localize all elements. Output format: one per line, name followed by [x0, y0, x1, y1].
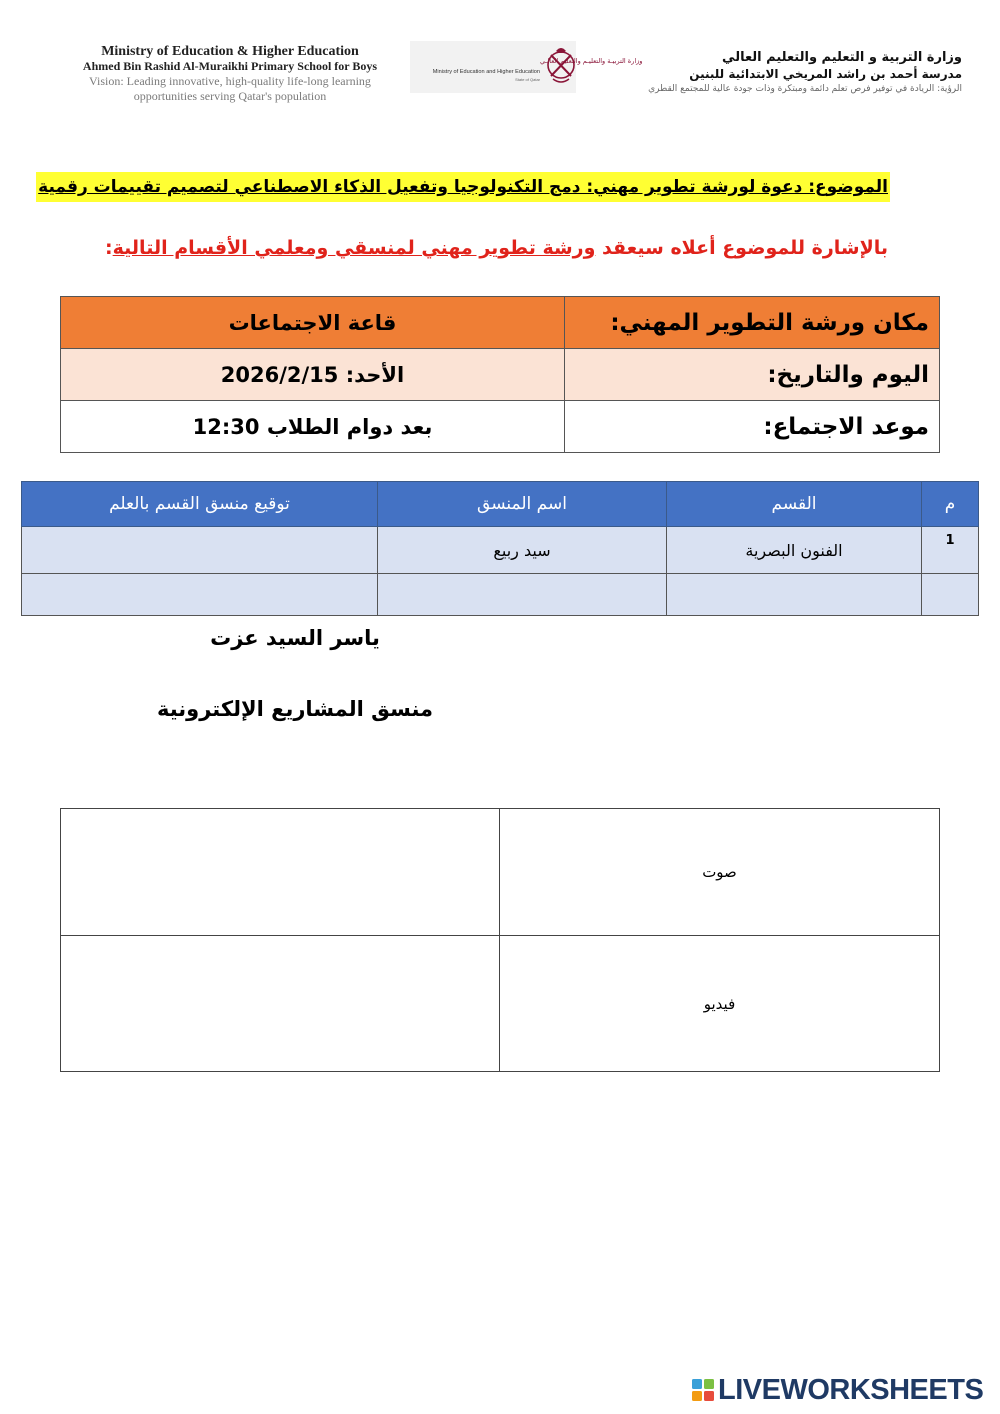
intro-part3: :	[105, 237, 113, 259]
media-table	[60, 808, 940, 1072]
liveworksheets-watermark	[692, 1374, 992, 1406]
logo-text-ar: وزارة التربيـة والتعليـم والتعليم العالـي	[540, 57, 643, 65]
info-value: قاعة الاجتماعات	[61, 297, 565, 349]
media-row-audio	[61, 809, 940, 936]
table-header-row	[22, 482, 979, 527]
info-row-date	[61, 349, 940, 401]
header-english	[40, 44, 420, 104]
vision-ar: الرؤية: الريادة في توفير فرص تعلم دائمة ومبتكرة وذات جودة عالية للمجتمع القطري	[648, 84, 962, 94]
logo-text-state: State of Qatar	[515, 77, 540, 82]
info-value: الأحد: 2026/2/15	[61, 349, 565, 401]
table-row	[22, 574, 979, 616]
liveworksheets-logo-icon	[692, 1379, 714, 1401]
header-arabic	[600, 50, 962, 96]
header-number: م	[922, 482, 979, 527]
info-label: مكان ورشة التطوير المهني:	[565, 297, 940, 349]
department-table	[21, 481, 979, 616]
row-department	[667, 574, 922, 616]
audio-player-area[interactable]	[61, 809, 500, 936]
video-label: فيديو	[500, 936, 940, 1072]
vision-line1-en: Vision: Leading innovative, high-quality life-long learning	[89, 74, 371, 88]
ministry-logo	[410, 41, 643, 93]
header-signature: توقيع منسق القسم بالعلم	[22, 482, 378, 527]
table-row	[22, 527, 979, 574]
signer-name: ياسر السيد عزت	[210, 626, 380, 650]
row-number: 1	[922, 527, 979, 574]
intro-part2: ورشة تطوير مهني لمنسقي ومعلمي الأقسام التالية	[112, 237, 596, 259]
header-department: القسم	[667, 482, 922, 527]
row-number	[922, 574, 979, 616]
signer-title: منسق المشاريع الإلكترونية	[156, 697, 434, 721]
info-row-location	[61, 297, 940, 349]
info-row-time	[61, 401, 940, 453]
intro-part1: بالإشارة للموضوع أعلاه سيعقد	[595, 237, 888, 259]
row-signature-field[interactable]	[22, 527, 378, 574]
school-name-en: Ahmed Bin Rashid Al-Muraikhi Primary School for Boys	[82, 59, 378, 73]
qatar-emblem-icon	[548, 48, 574, 82]
logo-text-en: Ministry of Education and Higher Education	[432, 69, 540, 75]
row-department: الفنون البصرية	[667, 527, 922, 574]
ministry-name-ar: وزارة التربية و التعليم والتعليم العالي	[722, 50, 962, 65]
watermark-text: LIVEWORKSHEETS	[718, 1374, 984, 1406]
info-label: اليوم والتاريخ:	[565, 349, 940, 401]
video-player-area[interactable]	[61, 936, 500, 1072]
vision-line2-en: opportunities serving Qatar's population	[133, 89, 327, 103]
media-row-video	[61, 936, 940, 1072]
workshop-info-table	[60, 296, 940, 453]
audio-label: صوت	[500, 809, 940, 936]
subject-line: الموضوع: دعوة لورشة تطوير مهني: دمج التكنولوجيا وتفعيل الذكاء الاصطناعي لتصميم تقييمات رقمية	[36, 172, 890, 202]
info-label: موعد الاجتماع:	[565, 401, 940, 453]
row-coordinator	[378, 574, 667, 616]
school-name-ar: مدرسة أحمد بن راشد المريخي الابتدائية للبنين	[689, 67, 962, 81]
row-coordinator: سيد ربيع	[378, 527, 667, 574]
info-value: بعد دوام الطلاب 12:30	[61, 401, 565, 453]
ministry-name-en: Ministry of Education & Higher Education	[101, 44, 359, 59]
row-signature-field[interactable]	[22, 574, 378, 616]
intro-line	[105, 234, 888, 262]
header-coordinator-name: اسم المنسق	[378, 482, 667, 527]
